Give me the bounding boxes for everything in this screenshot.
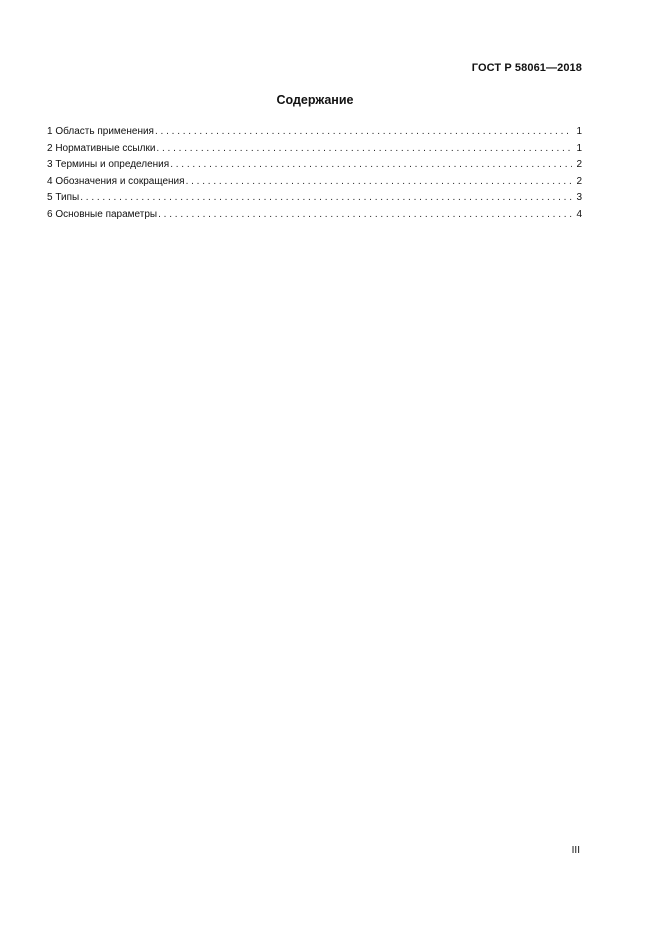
toc-dot-leader: [158, 207, 572, 224]
toc-entry-page: 2: [576, 159, 582, 171]
toc-entry-page: 4: [576, 208, 582, 220]
toc-entry-page: 2: [576, 175, 582, 187]
toc-entry[interactable]: [47, 190, 582, 207]
toc-entry[interactable]: [47, 207, 582, 224]
toc-dot-leader: [186, 174, 573, 191]
toc-dot-leader: [156, 141, 572, 158]
toc-title: Содержание: [276, 93, 354, 107]
toc-entry-label: 6 Основные параметры: [47, 208, 158, 220]
page-number: III: [571, 845, 580, 856]
toc-entry[interactable]: [47, 157, 582, 174]
toc-entry-page: 1: [576, 126, 582, 137]
table-of-contents: [47, 124, 582, 224]
document-code: ГОСТ Р 58061—2018: [471, 62, 582, 74]
toc-entry[interactable]: [47, 124, 582, 141]
toc-entry[interactable]: [47, 174, 582, 191]
toc-entry-label: 3 Термины и определения: [47, 159, 170, 171]
toc-dot-leader: [155, 124, 572, 141]
toc-entry-label: 2 Нормативные ссылки: [47, 142, 156, 154]
toc-dot-leader: [80, 190, 572, 207]
toc-entry[interactable]: [47, 141, 582, 158]
toc-entry-page: 1: [576, 142, 582, 154]
toc-dot-leader: [170, 157, 572, 174]
toc-entry-page: 3: [576, 192, 582, 204]
toc-entry-label: 4 Обозначения и сокращения: [47, 175, 185, 187]
toc-entry-label: 5 Типы: [47, 192, 80, 204]
toc-entry-label: 1 Область применения: [47, 126, 154, 137]
